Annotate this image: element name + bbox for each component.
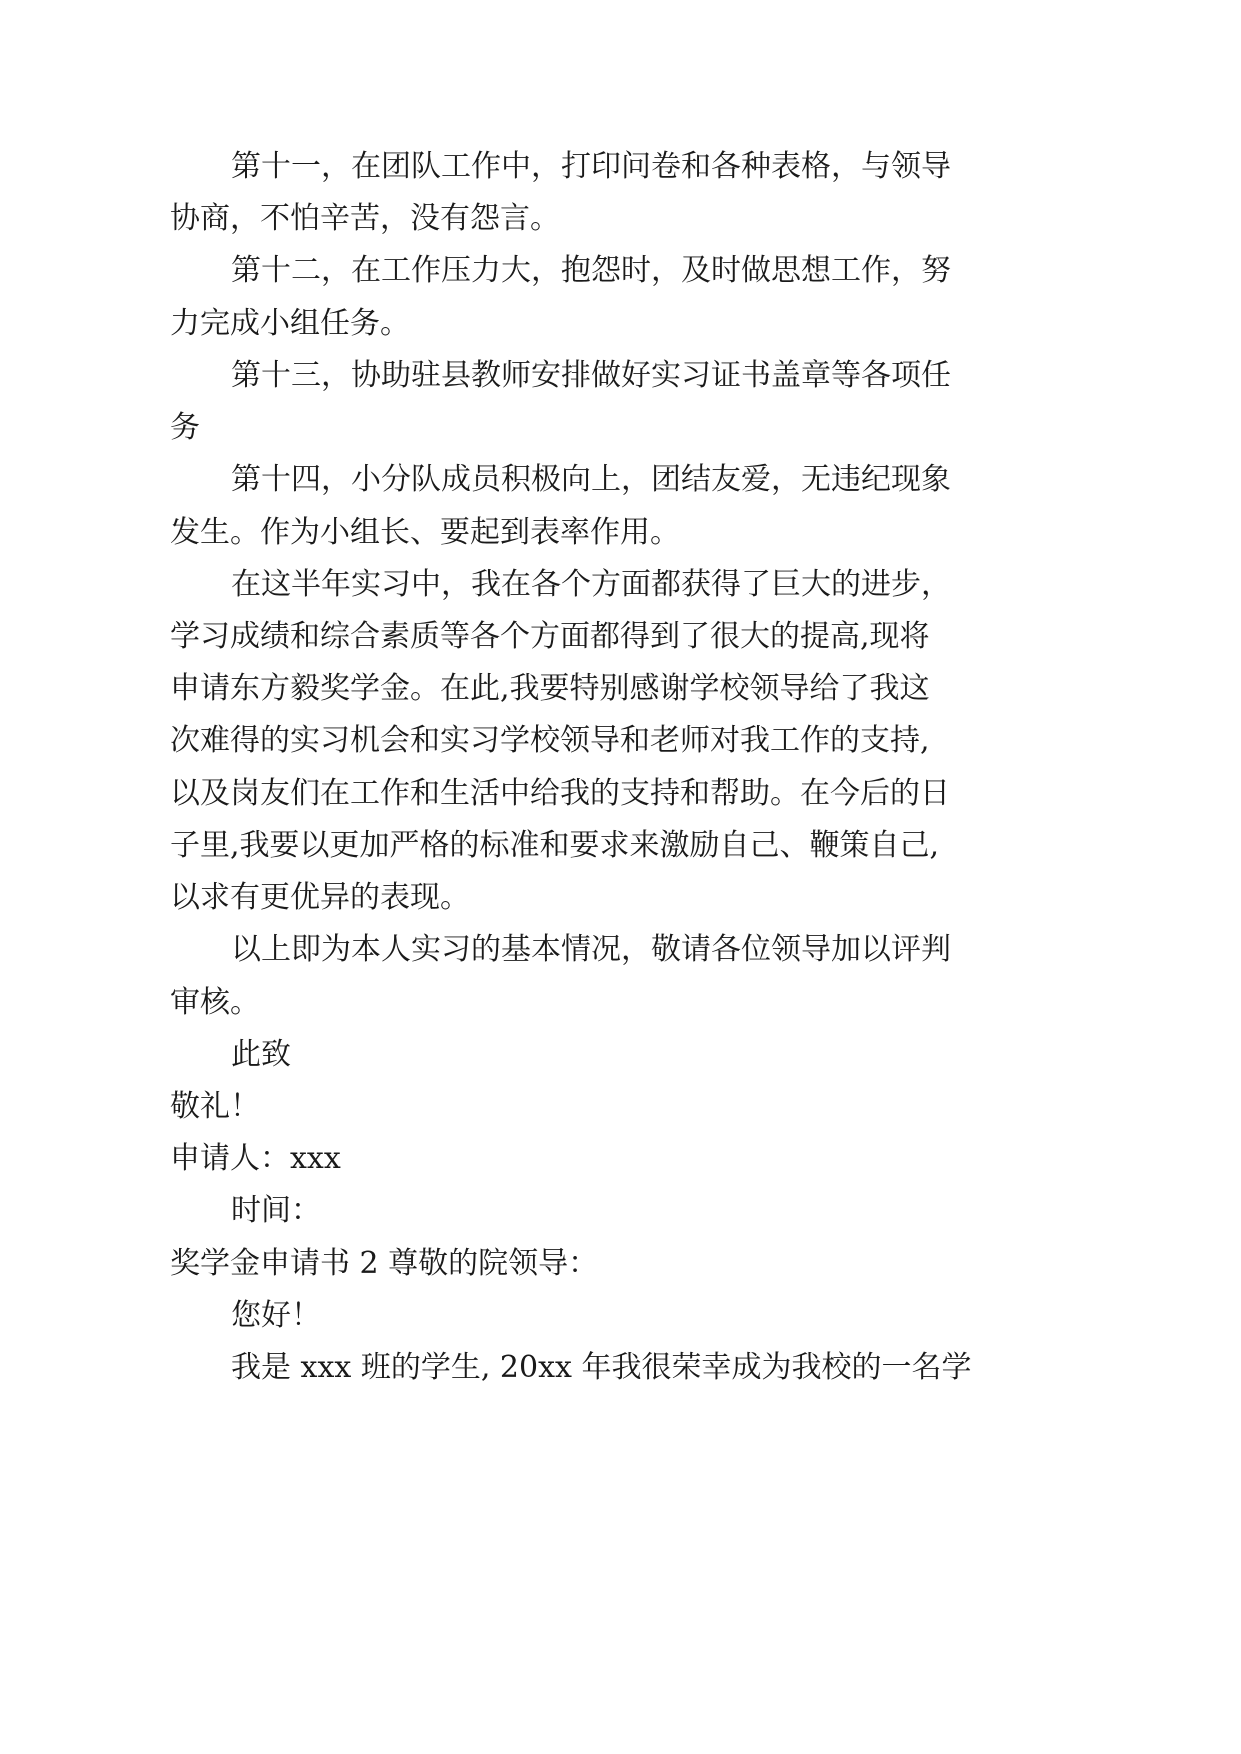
summary-line-7: 以求有更优异的表现。 — [170, 880, 470, 915]
summary-line-5: 以及岗友们在工作和生活中给我的支持和帮助。在今后的日 — [170, 776, 950, 811]
summary-line-1: 在这半年实习中，我在各个方面都获得了巨大的进步， — [231, 567, 951, 602]
letter-2-body-line-1: 我是 xxx 班的学生, 20xx 年我很荣幸成为我校的一名学 — [231, 1350, 972, 1385]
paragraph-12-line-2: 力完成小组任务。 — [170, 306, 410, 341]
paragraph-13-line-1: 第十三，协助驻县教师安排做好实习证书盖章等各项任 — [231, 358, 951, 393]
paragraph-14-line-2: 发生。作为小组长、要起到表率作用。 — [170, 515, 680, 550]
paragraph-14-line-1: 第十四，小分队成员积极向上，团结友爱，无违纪现象 — [231, 462, 951, 497]
paragraph-11-line-2: 协商，不怕辛苦，没有怨言。 — [170, 201, 560, 236]
paragraph-13-line-2: 务 — [170, 410, 200, 445]
summary-line-6: 子里,我要以更加严格的标准和要求来激励自己、鞭策自己, — [170, 828, 940, 863]
summary-line-3: 申请东方毅奖学金。在此,我要特别感谢学校领导给了我这 — [170, 671, 930, 706]
salutation-cizhi: 此致 — [231, 1037, 291, 1072]
summary-line-4: 次难得的实习机会和实习学校领导和老师对我工作的支持, — [170, 723, 930, 758]
letter-2-greeting: 您好！ — [231, 1298, 321, 1333]
summary-line-2: 学习成绩和综合素质等各个方面都得到了很大的提高,现将 — [170, 619, 930, 654]
letter-2-heading: 奖学金申请书 2 尊敬的院领导： — [170, 1246, 599, 1281]
date-line: 时间： — [231, 1193, 321, 1228]
applicant-line: 申请人：xxx — [170, 1141, 341, 1176]
closing-line-1: 以上即为本人实习的基本情况，敬请各位领导加以评判 — [231, 932, 951, 967]
paragraph-11-line-1: 第十一，在团队工作中，打印问卷和各种表格，与领导 — [231, 149, 951, 184]
closing-line-2: 审核。 — [170, 985, 260, 1020]
paragraph-12-line-1: 第十二，在工作压力大，抱怨时，及时做思想工作，努 — [231, 253, 951, 288]
salutation-jingli: 敬礼！ — [170, 1089, 260, 1124]
